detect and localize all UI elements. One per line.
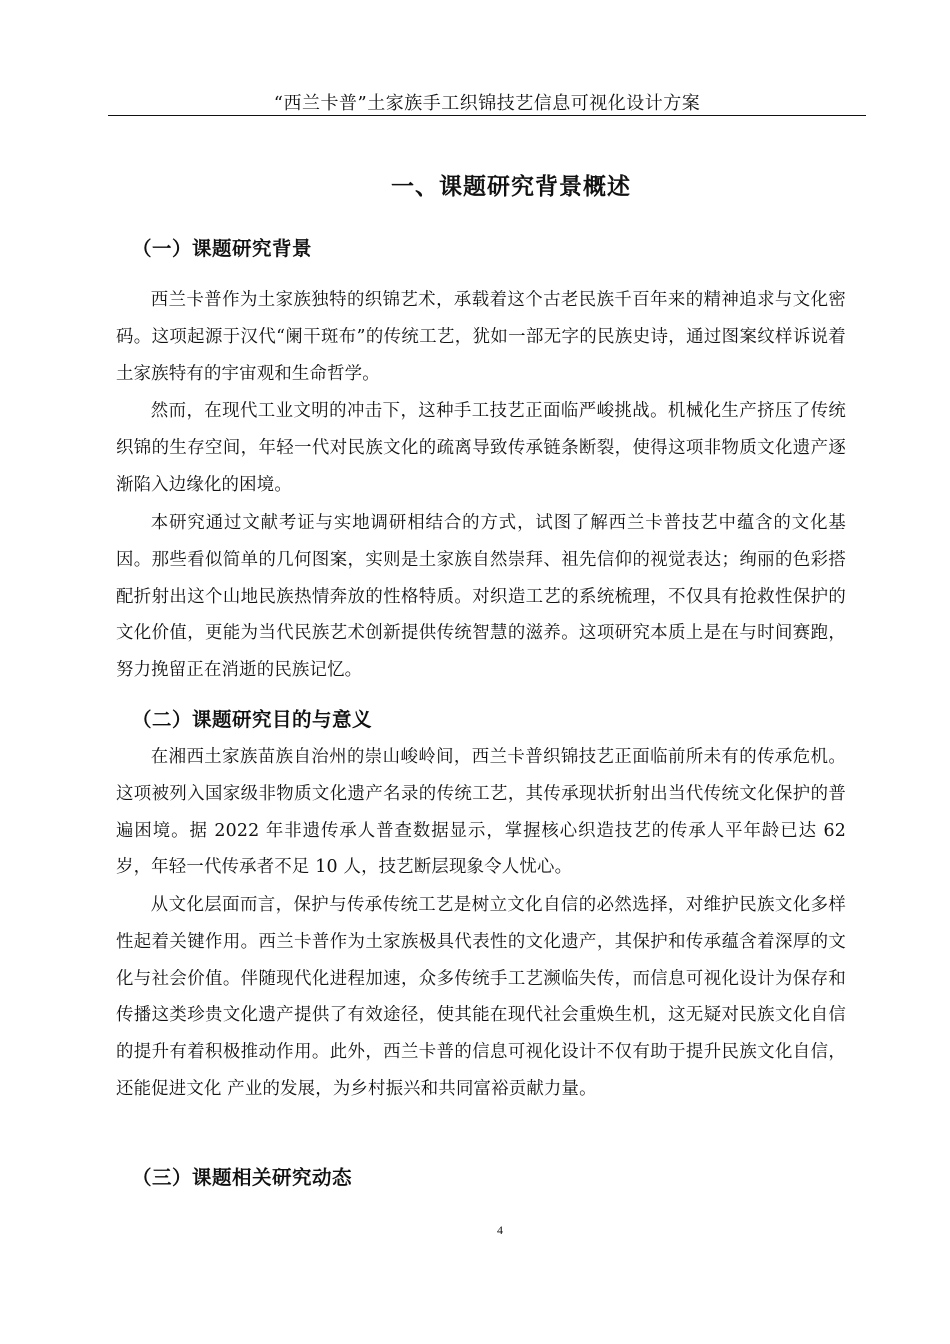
chapter-title: 一、课题研究背景概述 bbox=[391, 174, 631, 200]
running-header: “西兰卡普”土家族手工织锦技艺信息可视化设计方案 bbox=[273, 93, 701, 114]
paragraph: 然而，在现代工业文明的冲击下，这种手工技艺正面临严峻挑战。机械化生产挤压了传统织锦的生存空间，年轻一代对民族文化的疏离导致传承链条断裂，使得这项非物质文化遗产逐渐陷入边缘化的困境。 bbox=[116, 401, 846, 495]
page-number: 4 bbox=[497, 1223, 503, 1237]
paragraph: 本研究通过文献考证与实地调研相结合的方式，试图了解西兰卡普技艺中蕴含的文化基因。那些看似简单的几何图案，实则是土家族自然崇拜、祖先信仰的视觉表达；绚丽的色彩搭配折射出这个山地民族热情奔放的性格特质。对织造工艺的系统梳理，不仅具有抢救性保护的文化价值，更能为当代民族艺术创新提供传统智慧的滋养。这项研究本质上是在与时间赛跑，努力挽留正在消逝的民族记忆。 bbox=[116, 513, 846, 681]
section-title-research-status: （三）课题相关研究动态 bbox=[132, 1166, 353, 1189]
paragraph: 西兰卡普作为土家族独特的织锦艺术，承载着这个古老民族千百年来的精神追求与文化密码。这项起源于汉代“阑干斑布”的传统工艺，犹如一部无字的民族史诗，通过图案纹样诉说着土家族特有的宇宙观和生命哲学。 bbox=[116, 290, 846, 384]
paragraph: 从文化层面而言，保护与传承传统工艺是树立文化自信的必然选择，对维护民族文化多样性起着关键作用。西兰卡普作为土家族极具代表性的文化遗产，其保护和传承蕴含着深厚的文化与社会价值。伴随现代化进程加速，众多传统手工艺濒临失传，而信息可视化设计为保存和传播这类珍贵文化遗产提供了有效途径，使其能在现代社会重焕生机，这无疑对民族文化自信的提升有着积极推动作用。此外，西兰卡普的信息可视化设计不仅有助于提升民族文化自信，还能促进文化 产业的发展，为乡村振兴和共同富裕贡献力量。 bbox=[116, 895, 846, 1099]
section-title-background: （一）课题研究背景 bbox=[132, 237, 313, 260]
section-title-purpose: （二）课题研究目的与意义 bbox=[132, 708, 373, 731]
header-rule bbox=[108, 115, 866, 116]
paragraph: 在湘西土家族苗族自治州的崇山峻岭间，西兰卡普织锦技艺正面临前所未有的传承危机。这项被列入国家级非物质文化遗产名录的传统工艺，其传承现状折射出当代传统文化保护的普遍困境。据 2022 年非遗传承人普查数据显示，掌握核心织造技艺的传承人平年龄已达 62 岁，年轻一代传承者不足 10 人，技艺断层现象令人忧心。 bbox=[116, 747, 846, 878]
